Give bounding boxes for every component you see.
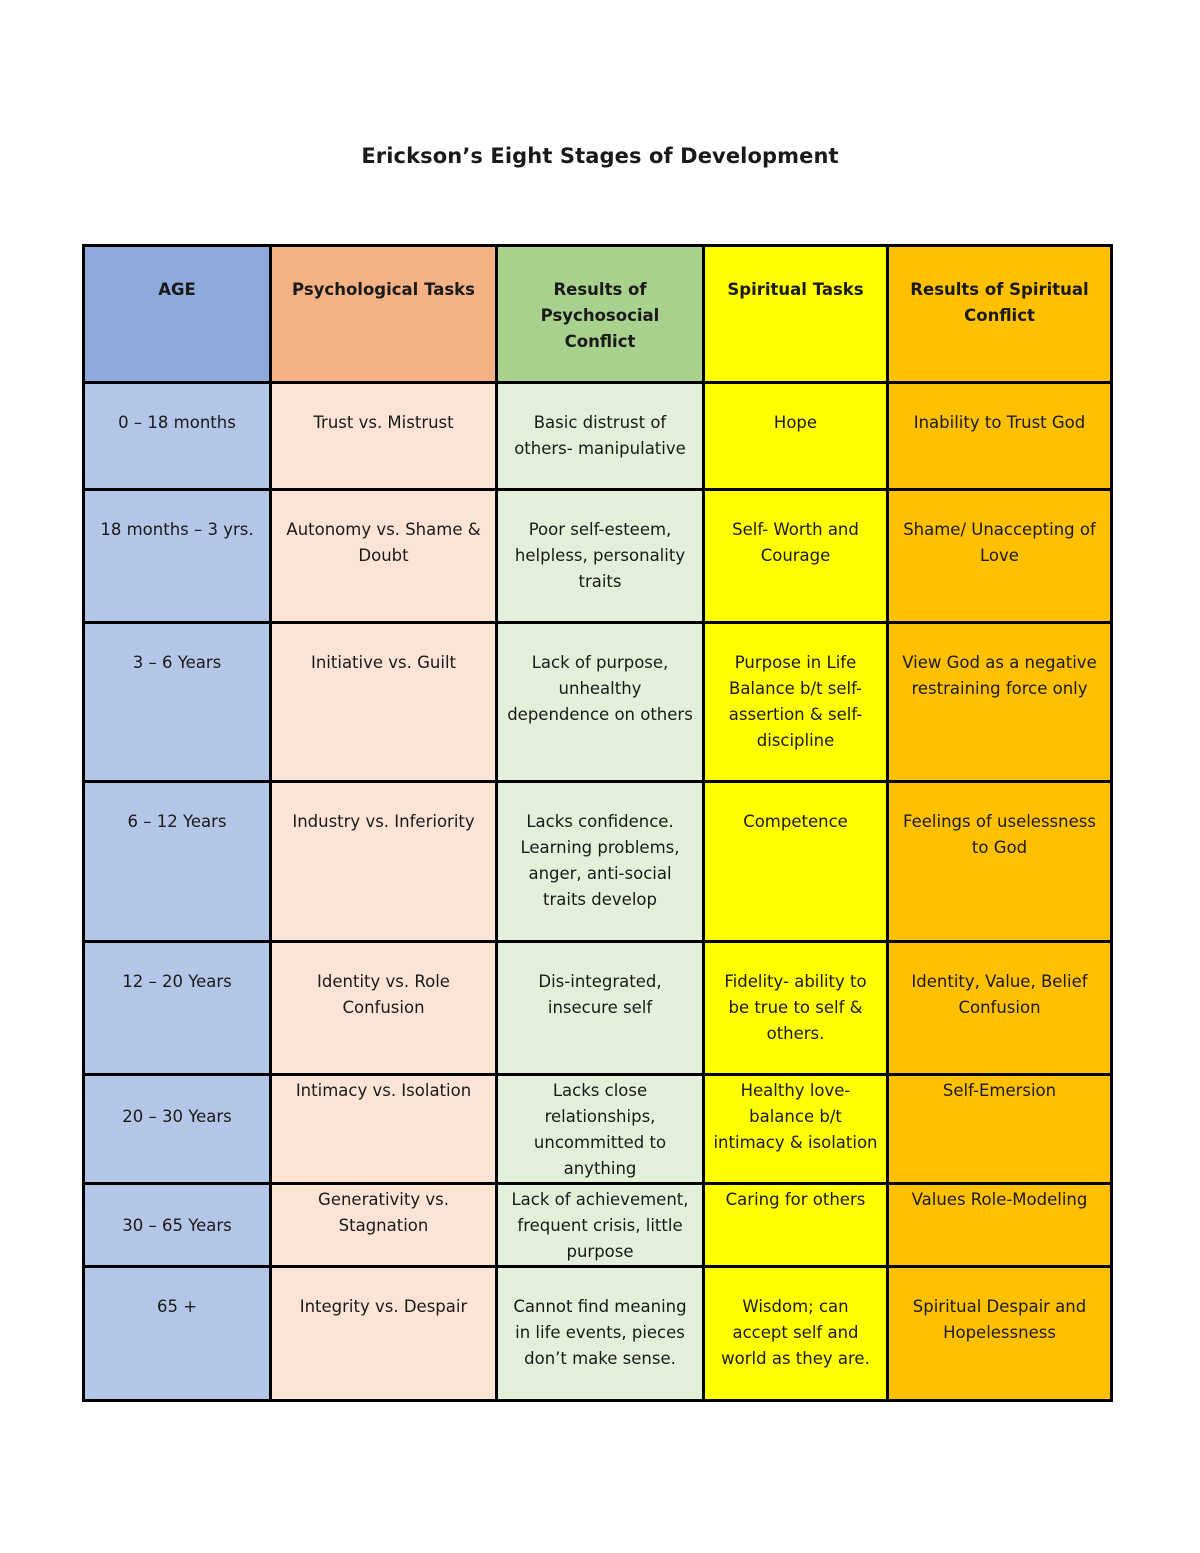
page-title: Erickson’s Eight Stages of Development xyxy=(361,144,839,168)
header-psychological-tasks: Psychological Tasks xyxy=(271,246,497,383)
header-psychosocial-results: Results of Psychosocial Conflict xyxy=(497,246,704,383)
table-header-row xyxy=(84,246,1112,383)
cell-psychosocial-result: Poor self-esteem, helpless, personality traits xyxy=(497,490,704,623)
cell-spiritual-task: Wisdom; can accept self and world as they are. xyxy=(704,1267,888,1401)
cell-psychological-task: Identity vs. Role Confusion xyxy=(271,942,497,1075)
cell-spiritual-result: Self-Emersion xyxy=(888,1075,1112,1184)
table-row xyxy=(84,623,1112,782)
cell-psychological-task: Trust vs. Mistrust xyxy=(271,383,497,490)
table-row xyxy=(84,1267,1112,1401)
cell-age: 18 months – 3 yrs. xyxy=(84,490,271,623)
cell-spiritual-task: Self- Worth and Courage xyxy=(704,490,888,623)
cell-age: 6 – 12 Years xyxy=(84,782,271,942)
cell-psychological-task: Initiative vs. Guilt xyxy=(271,623,497,782)
cell-psychological-task: Autonomy vs. Shame & Doubt xyxy=(271,490,497,623)
cell-spiritual-result: View God as a negative restraining force only xyxy=(888,623,1112,782)
table-row xyxy=(84,942,1112,1075)
cell-psychosocial-result: Basic distrust of others- manipulative xyxy=(497,383,704,490)
table-row xyxy=(84,1075,1112,1184)
header-age: AGE xyxy=(84,246,271,383)
cell-spiritual-result: Spiritual Despair and Hopelessness xyxy=(888,1267,1112,1401)
cell-psychosocial-result: Lack of achievement, frequent crisis, little purpose xyxy=(497,1184,704,1267)
cell-age: 30 – 65 Years xyxy=(84,1184,271,1267)
cell-spiritual-result: Identity, Value, Belief Confusion xyxy=(888,942,1112,1075)
cell-age: 12 – 20 Years xyxy=(84,942,271,1075)
cell-age: 65 + xyxy=(84,1267,271,1401)
cell-spiritual-result: Inability to Trust God xyxy=(888,383,1112,490)
table-row xyxy=(84,383,1112,490)
stages-table xyxy=(82,244,1113,1402)
table-row xyxy=(84,782,1112,942)
cell-psychosocial-result: Lack of purpose, unhealthy dependence on others xyxy=(497,623,704,782)
cell-spiritual-result: Feelings of uselessness to God xyxy=(888,782,1112,942)
cell-spiritual-result: Values Role-Modeling xyxy=(888,1184,1112,1267)
cell-age: 20 – 30 Years xyxy=(84,1075,271,1184)
cell-spiritual-task: Purpose in Life Balance b/t self-assertion & self-discipline xyxy=(704,623,888,782)
cell-psychological-task: Intimacy vs. Isolation xyxy=(271,1075,497,1184)
header-spiritual-results: Results of Spiritual Conflict xyxy=(888,246,1112,383)
cell-spiritual-task: Competence xyxy=(704,782,888,942)
cell-spiritual-task: Caring for others xyxy=(704,1184,888,1267)
cell-spiritual-task: Healthy love- balance b/t intimacy & isolation xyxy=(704,1075,888,1184)
cell-age: 0 – 18 months xyxy=(84,383,271,490)
header-spiritual-tasks: Spiritual Tasks xyxy=(704,246,888,383)
cell-psychosocial-result: Lacks confidence. Learning problems, anger, anti-social traits develop xyxy=(497,782,704,942)
cell-psychosocial-result: Cannot find meaning in life events, pieces don’t make sense. xyxy=(497,1267,704,1401)
cell-psychological-task: Industry vs. Inferiority xyxy=(271,782,497,942)
table-row xyxy=(84,1184,1112,1267)
table-row xyxy=(84,490,1112,623)
cell-spiritual-task: Hope xyxy=(704,383,888,490)
cell-spiritual-result: Shame/ Unaccepting of Love xyxy=(888,490,1112,623)
cell-spiritual-task: Fidelity- ability to be true to self & others. xyxy=(704,942,888,1075)
cell-psychological-task: Integrity vs. Despair xyxy=(271,1267,497,1401)
cell-psychological-task: Generativity vs. Stagnation xyxy=(271,1184,497,1267)
cell-psychosocial-result: Dis-integrated, insecure self xyxy=(497,942,704,1075)
cell-age: 3 – 6 Years xyxy=(84,623,271,782)
cell-psychosocial-result: Lacks close relationships, uncommitted to anything xyxy=(497,1075,704,1184)
